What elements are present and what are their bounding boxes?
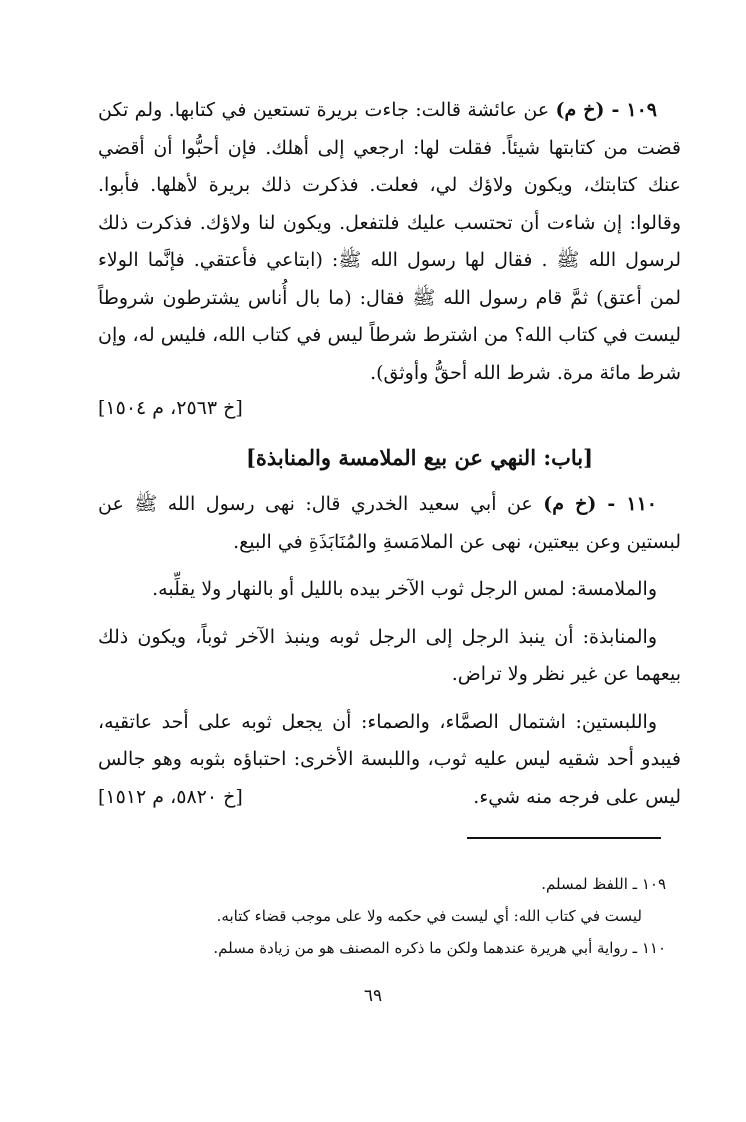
footnote-109-note: ليست في كتاب الله: أي ليست في حكمه ولا على موجب قضاء كتابه. xyxy=(216,907,642,925)
footnote-divider xyxy=(467,837,661,839)
hadith-110-number: ١١٠ - (خ م) xyxy=(543,493,657,515)
hadith-109 xyxy=(98,92,681,392)
footnotes xyxy=(150,868,666,964)
hadith-109-text: عن عائشة قالت: جاءت بريرة تستعين في كتابها. ولم تكن قضت من كتابتها شيئاً. فقلت لها: ارجعي إلى أهلك. فإن أحبُّوا أن أقضي عنك كتابتك، ويكون ولاؤك لي، فعلت. فذكرت ذلك بريرة لأهلها. فأبوا. وقالوا: إن شاءت أن تحتسب عليك فلتفعل. ويكون لنا ولاؤك. فذكرت ذلك لرسول الله ﷺ . فقال لها رسول الله ﷺ: (ابتاعي فأعتقي. فإنَّما الولاء لمن أعتق) ثمَّ قام رسول الله ﷺ فقال: (ما بال أُناس يشترطون شروطاً ليست في كتاب الله؟ من اشترط شرطاً ليس في كتاب الله، فليس له، وإن شرط مائة مرة. شرط الله أحقُّ وأوثق). xyxy=(98,99,681,384)
footnote-110: ١١٠ ـ رواية أبي هريرة عندهما ولكن ما ذكره المصنف هو من زيادة مسلم. xyxy=(213,939,666,957)
hadith-110-reference: [خ ٥٨٢٠، م ١٥١٢] xyxy=(98,785,243,808)
hadith-110-text: عن أبي سعيد الخدري قال: نهى رسول الله ﷺ عن لبستين وعن بيعتين، نهى عن الملامَسةِ والمُنَابَذَةِ في البيع. xyxy=(98,493,681,553)
main-text xyxy=(98,92,681,816)
definition-munabadha: والمنابذة: أن ينبذ الرجل إلى الرجل ثوبه وينبذ الآخر ثوباً، ويكون ذلك بيعهما عن غير نظر ولا تراض. xyxy=(98,625,681,685)
hadith-109-reference: [خ ٢٥٦٣، م ١٥٠٤] xyxy=(98,397,243,419)
hadith-109-number: ١٠٩ - (خ م) xyxy=(555,99,657,121)
chapter-heading: [باب: النهي عن بيع الملامسة والمنابذة] xyxy=(245,445,594,470)
definition-libstain-text: واللبستين: اشتمال الصمَّاء، والصماء: أن يجعل ثوبه على أحد عاتقيه، فيبدو أحد شقيه ليس عليه ثوب، واللبسة الأخرى: احتباؤه بثوبه وهو جالس ليس على فرجه منه شيء. xyxy=(98,710,681,808)
footnote-109: ١٠٩ ـ اللفظ لمسلم. xyxy=(541,875,666,893)
hadith-110 xyxy=(98,486,681,561)
definition-libstain xyxy=(98,704,681,817)
page-number: ٦٩ xyxy=(363,986,383,1006)
definition-mulamasa: والملامسة: لمس الرجل ثوب الآخر بيده بالليل أو بالنهار ولا يقلِّبه. xyxy=(152,578,657,600)
